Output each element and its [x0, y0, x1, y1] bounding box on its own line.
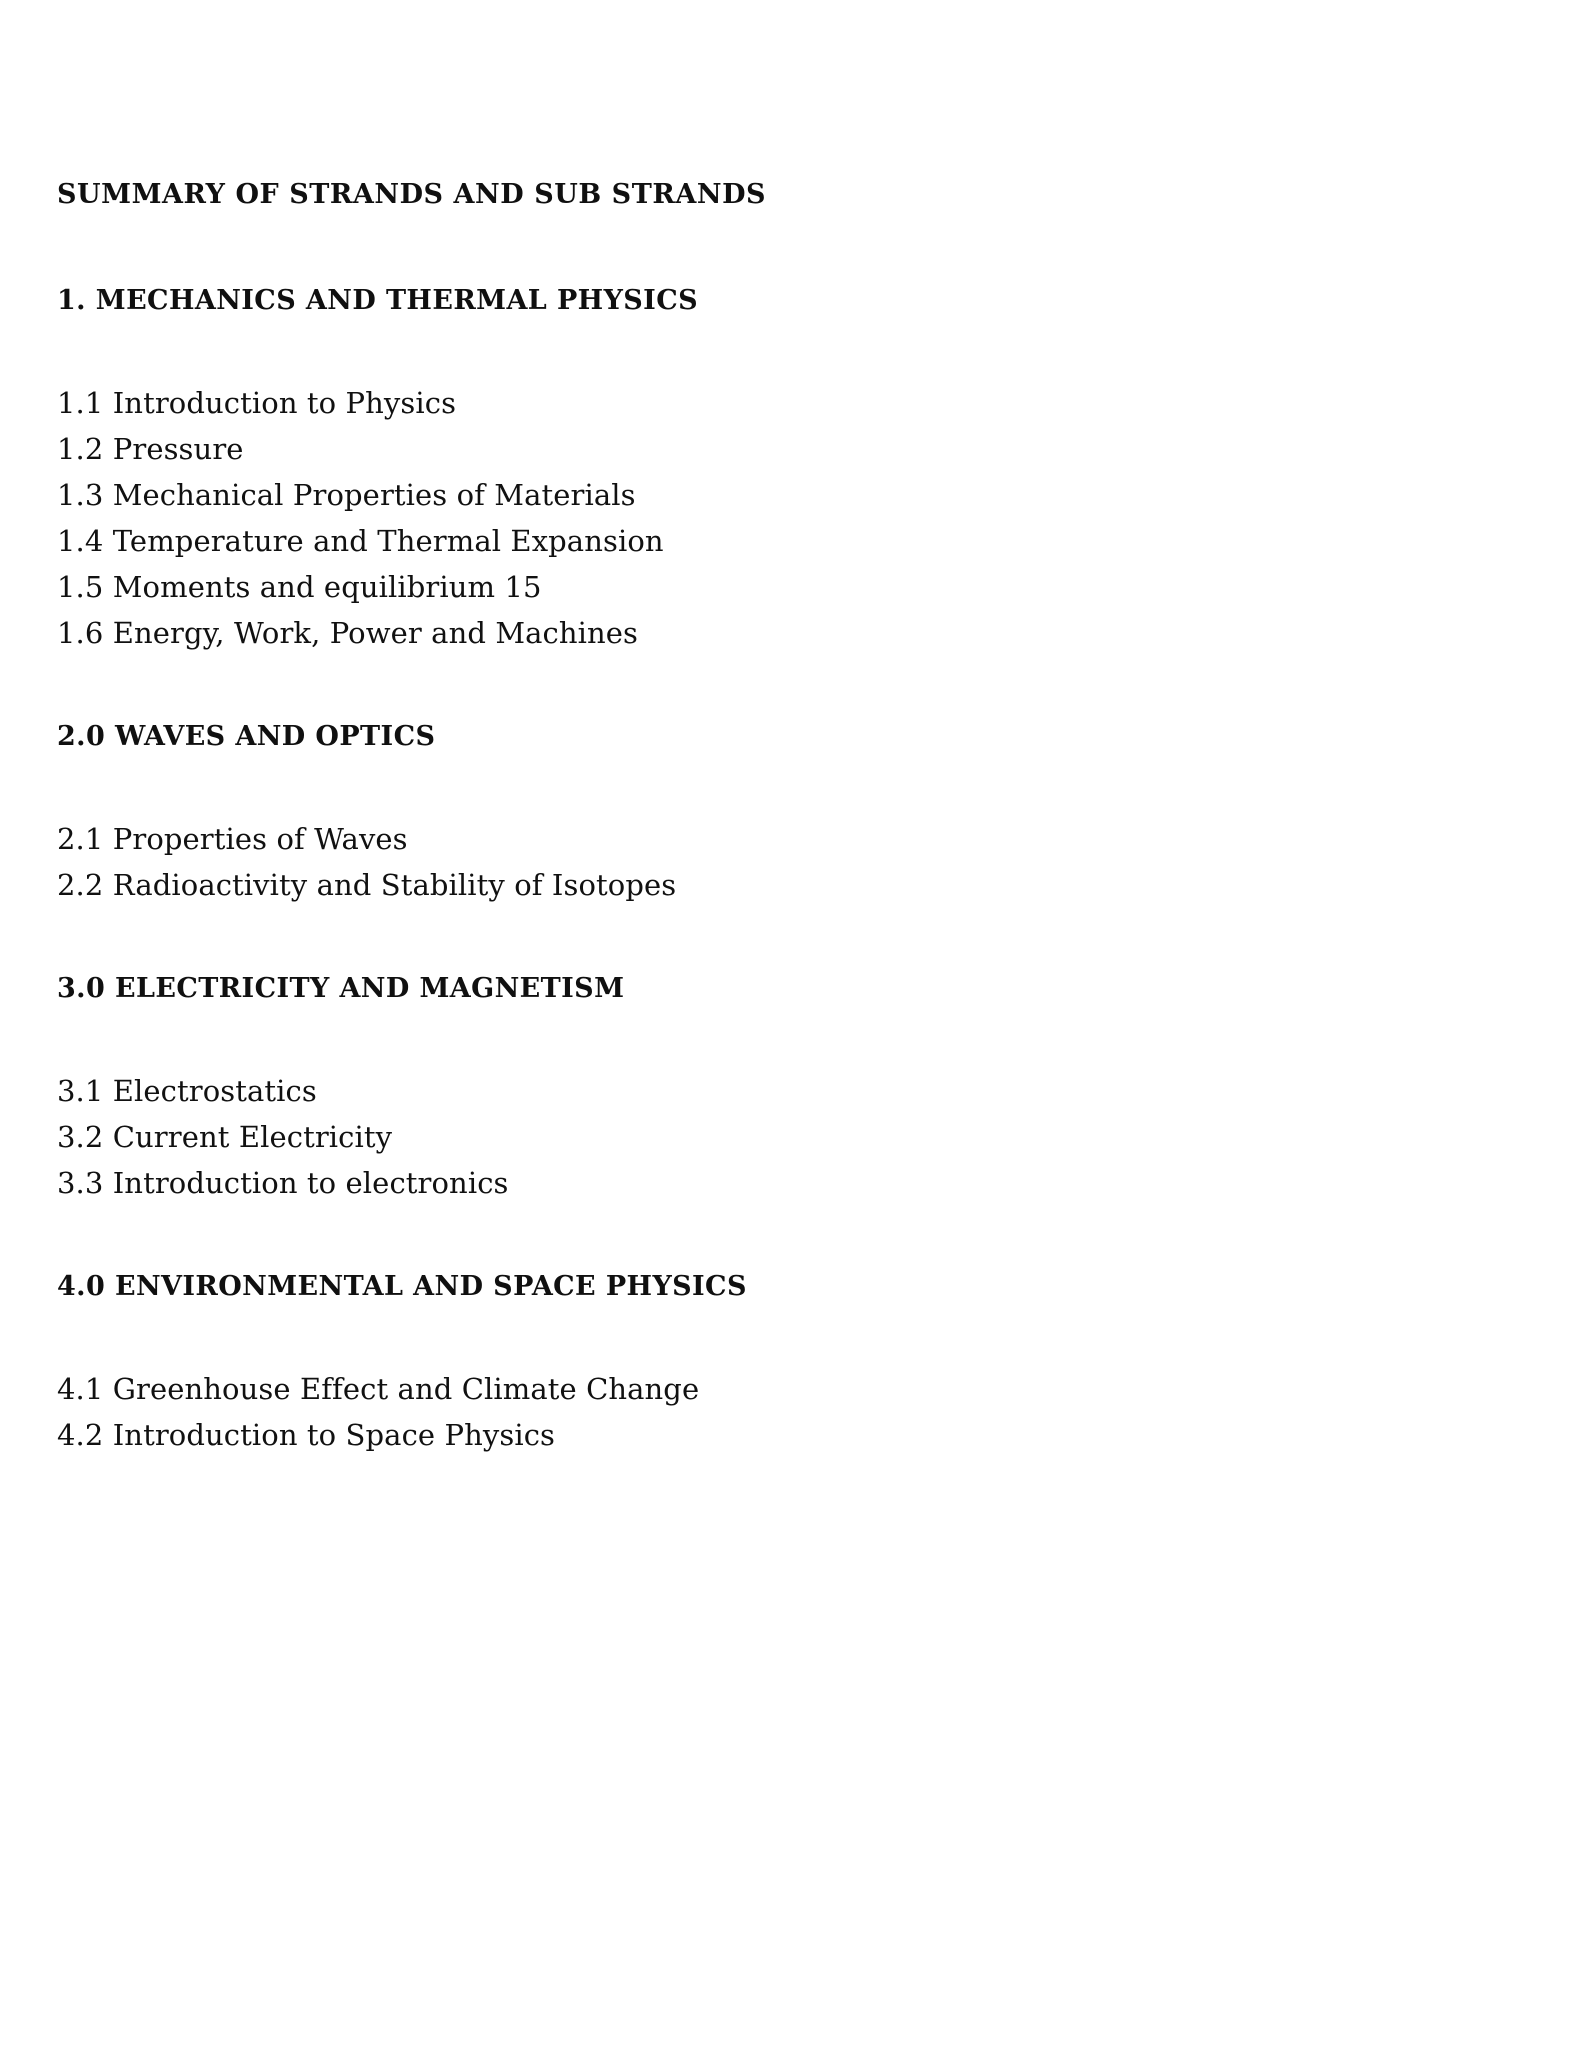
strand-section-1 — [57, 284, 1523, 656]
strand-heading-2: 2.0 WAVES AND OPTICS — [57, 721, 436, 752]
spacer — [57, 212, 1523, 284]
list-item: 3.1 Electrostatics — [57, 1074, 317, 1108]
list-item: 4.1 Greenhouse Effect and Climate Change — [57, 1372, 700, 1406]
strand-section-3 — [57, 972, 1523, 1206]
substrand-list-1 — [57, 380, 1523, 656]
spacer — [57, 754, 1523, 816]
spacer — [57, 318, 1523, 380]
spacer — [57, 1304, 1523, 1366]
list-item: 3.3 Introduction to electronics — [57, 1166, 509, 1200]
substrand-list-4 — [57, 1366, 1523, 1458]
document-body — [57, 178, 1523, 1458]
substrand-list-2 — [57, 816, 1523, 908]
strand-section-2 — [57, 720, 1523, 908]
spacer — [57, 908, 1523, 972]
list-item: 1.6 Energy, Work, Power and Machines — [57, 616, 639, 650]
spacer — [57, 1206, 1523, 1270]
strand-heading-3: 3.0 ELECTRICITY AND MAGNETISM — [57, 973, 625, 1004]
page-title: SUMMARY OF STRANDS AND SUB STRANDS — [57, 179, 767, 210]
substrand-list-3 — [57, 1068, 1523, 1206]
list-item: 2.2 Radioactivity and Stability of Isotopes — [57, 868, 677, 902]
spacer — [57, 656, 1523, 720]
list-item: 1.2 Pressure — [57, 432, 244, 466]
list-item: 1.3 Mechanical Properties of Materials — [57, 478, 636, 512]
list-item: 1.5 Moments and equilibrium 15 — [57, 570, 542, 604]
strand-section-4 — [57, 1270, 1523, 1458]
list-item: 1.1 Introduction to Physics — [57, 386, 457, 420]
strand-heading-4: 4.0 ENVIRONMENTAL AND SPACE PHYSICS — [57, 1271, 747, 1302]
list-item: 4.2 Introduction to Space Physics — [57, 1418, 556, 1452]
list-item: 3.2 Current Electricity — [57, 1120, 393, 1154]
spacer — [57, 1006, 1523, 1068]
list-item: 2.1 Properties of Waves — [57, 822, 408, 856]
list-item: 1.4 Temperature and Thermal Expansion — [57, 524, 664, 558]
strand-heading-1: 1. MECHANICS AND THERMAL PHYSICS — [57, 285, 698, 316]
